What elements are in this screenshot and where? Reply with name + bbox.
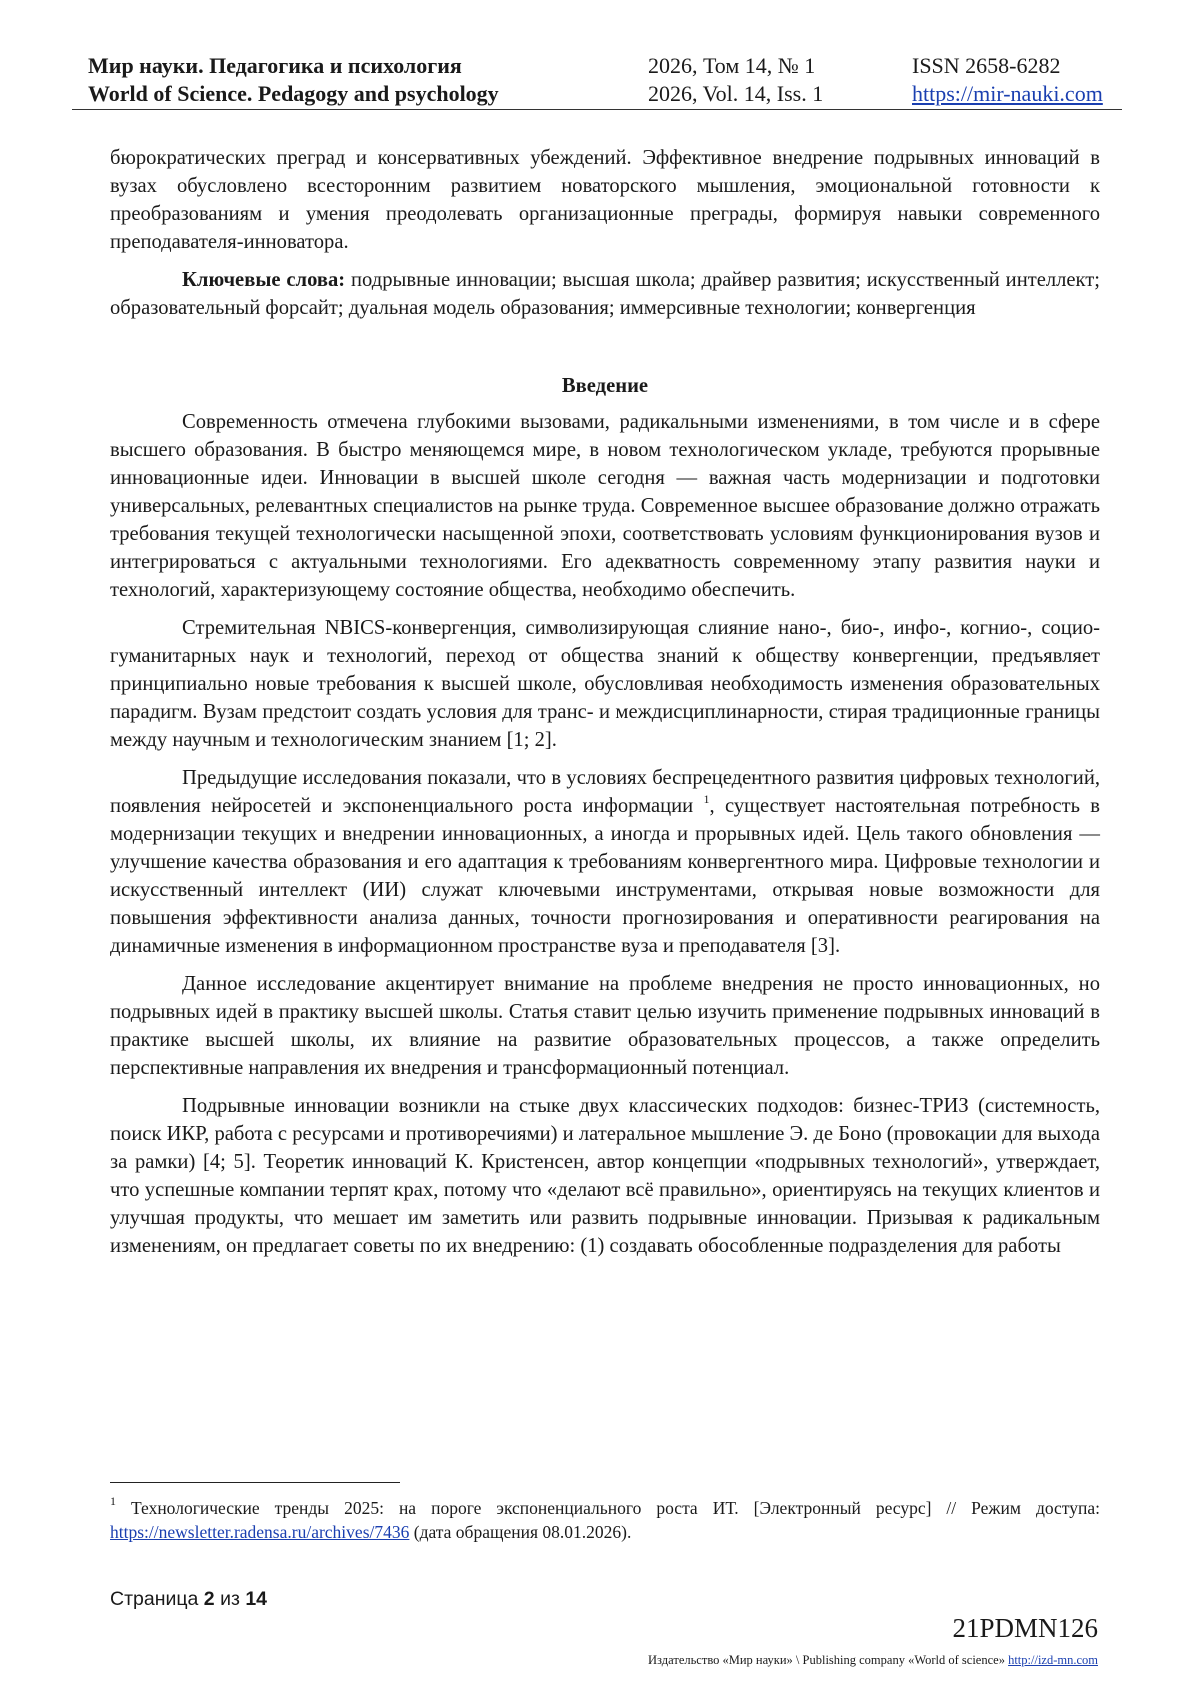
footnote-reference[interactable]: 1 [703, 792, 710, 806]
journal-title-ru: Мир науки. Педагогика и психология [88, 53, 462, 78]
journal-url-link[interactable]: https://mir-nauki.com [912, 81, 1103, 106]
page-total: 14 [245, 1588, 268, 1610]
issue-ru: 2026, Том 14, № 1 [648, 53, 816, 78]
publisher-link[interactable]: http://izd-mn.com [1008, 1653, 1098, 1667]
issn: ISSN 2658-6282 [912, 53, 1061, 78]
journal-title-en: World of Science. Pedagogy and psychology [88, 81, 499, 106]
page-prefix: Страница [110, 1588, 204, 1610]
section-title: Введение [561, 375, 649, 397]
journal-title [88, 52, 499, 108]
publisher-text: Издательство «Мир науки» \ Publishing company «World of science» [648, 1653, 1009, 1667]
paragraph-3-text-a: Предыдущие исследования показали, что в условиях беспрецедентного развития цифровых технологий, появления нейросетей и экспоненциального роста информации [110, 767, 1100, 817]
footnote-text: Технологические тренды 2025: на пороге экспоненциального роста ИТ. [Электронный ресурс] // Режим доступа: [116, 1498, 1100, 1518]
issue-en: 2026, Vol. 14, Iss. 1 [648, 81, 824, 106]
footnote-mark: 1 [110, 1494, 116, 1508]
running-header [72, 52, 1122, 108]
footnote [110, 1496, 1100, 1544]
keywords-label: Ключевые слова: [182, 269, 346, 291]
paragraph-1: Современность отмечена глубокими вызовами, радикальными изменениями, в том числе и в сфере высшего образования. В быстро меняющемся мире, в новом технологическом укладе, требуются прорывные инновационные идеи. Инновации в высшей школе сегодня — важная часть модернизации и подготовки универсальных, релевантных специалистов на рынке труда. Современное высшее образование должно отражать требования текущей технологически насыщенной эпохи, соответствовать условиям функционирования вузов и интегрироваться с актуальными технологиями. Его адекватность современному этапу развития науки и технологий, характеризующему состояние общества, необходимо обеспечить. [110, 411, 1100, 601]
footnote-divider [110, 1482, 400, 1483]
keywords-text: подрывные инновации; высшая школа; драйвер развития; искусственный интеллект; образовательный форсайт; дуальная модель образования; иммерсивные технологии; конвергенция [110, 269, 1101, 319]
publisher-line [648, 1653, 1098, 1668]
issue-info [648, 52, 823, 108]
paragraph-3-text-b: , существует настоятельная потребность в модернизации текущих и внедрении инновационных, а иногда и прорывных идей. Цель такого обновления — улучшение качества образования и его адаптация к требованиям конвергентного мира. Цифровые технологии и искусственный интеллект (ИИ) служат ключевыми инструментами, открывая новые возможности для повышения эффективности анализа данных, точности прогнозирования и оперативности реагирования на динамичные изменения в информационном пространстве вуза и преподавателя [3]. [110, 795, 1100, 957]
article-code: 21PDMN126 [952, 1613, 1098, 1643]
article-body [110, 144, 1100, 1270]
page-middle: из [214, 1588, 246, 1610]
page-number [110, 1588, 267, 1611]
keywords [110, 266, 1100, 322]
header-divider [72, 109, 1122, 110]
abstract-continuation: бюрократических преград и консервативных убеждений. Эффективное внедрение подрывных инноваций в вузах обусловлено всесторонним развитием новаторского мышления, эмоциональной готовности к преобразованиям и умения преодолевать организационные преграды, формируя навыки современного преподавателя-инноватора. [110, 147, 1100, 253]
footnote-access-date: (дата обращения 08.01.2026). [409, 1522, 632, 1542]
paragraph-2: Стремительная NBICS-конвергенция, символизирующая слияние нано-, био-, инфо-, когнио-, социо-гуманитарных наук и технологий, переход от общества знаний к обществу конвергенции, предъявляет принципиально новые требования к высшей школе, обусловливая необходимость изменения образовательных парадигм. Вузам предстоит создать условия для транс- и междисциплинарности, стирая традиционные границы между научным и технологическим знанием [1; 2]. [110, 617, 1100, 751]
paragraph-3 [110, 764, 1100, 960]
paragraph-4: Данное исследование акцентирует внимание на проблеме внедрения не просто инновационных, но подрывных идей в практику высшей школы. Статья ставит целью изучить применение подрывных инноваций в практике высшей школы, их влияние на развитие образовательных процессов, а также определить перспективные направления их внедрения и трансформационный потенциал. [110, 973, 1100, 1079]
paragraph-5: Подрывные инновации возникли на стыке двух классических подходов: бизнес-ТРИЗ (системность, поиск ИКР, работа с ресурсами и противоречиями) и латеральное мышление Э. де Боно (провокации для выхода за рамки) [4; 5]. Теоретик инноваций К. Кристенсен, автор концепции «подрывных технологий», утверждает, что успешные компании терпят крах, потому что «делают всё правильно», ориентируясь на текущих клиентов и улучшая продукты, что мешает им заметить или развить подрывные инновации. Призывая к радикальным изменениям, он предлагает советы по их внедрению: (1) создавать обособленные подразделения для работы [110, 1095, 1100, 1257]
page-current: 2 [203, 1588, 215, 1610]
footnote-link[interactable]: https://newsletter.radensa.ru/archives/7436 [110, 1522, 410, 1542]
journal-ids [912, 52, 1103, 108]
